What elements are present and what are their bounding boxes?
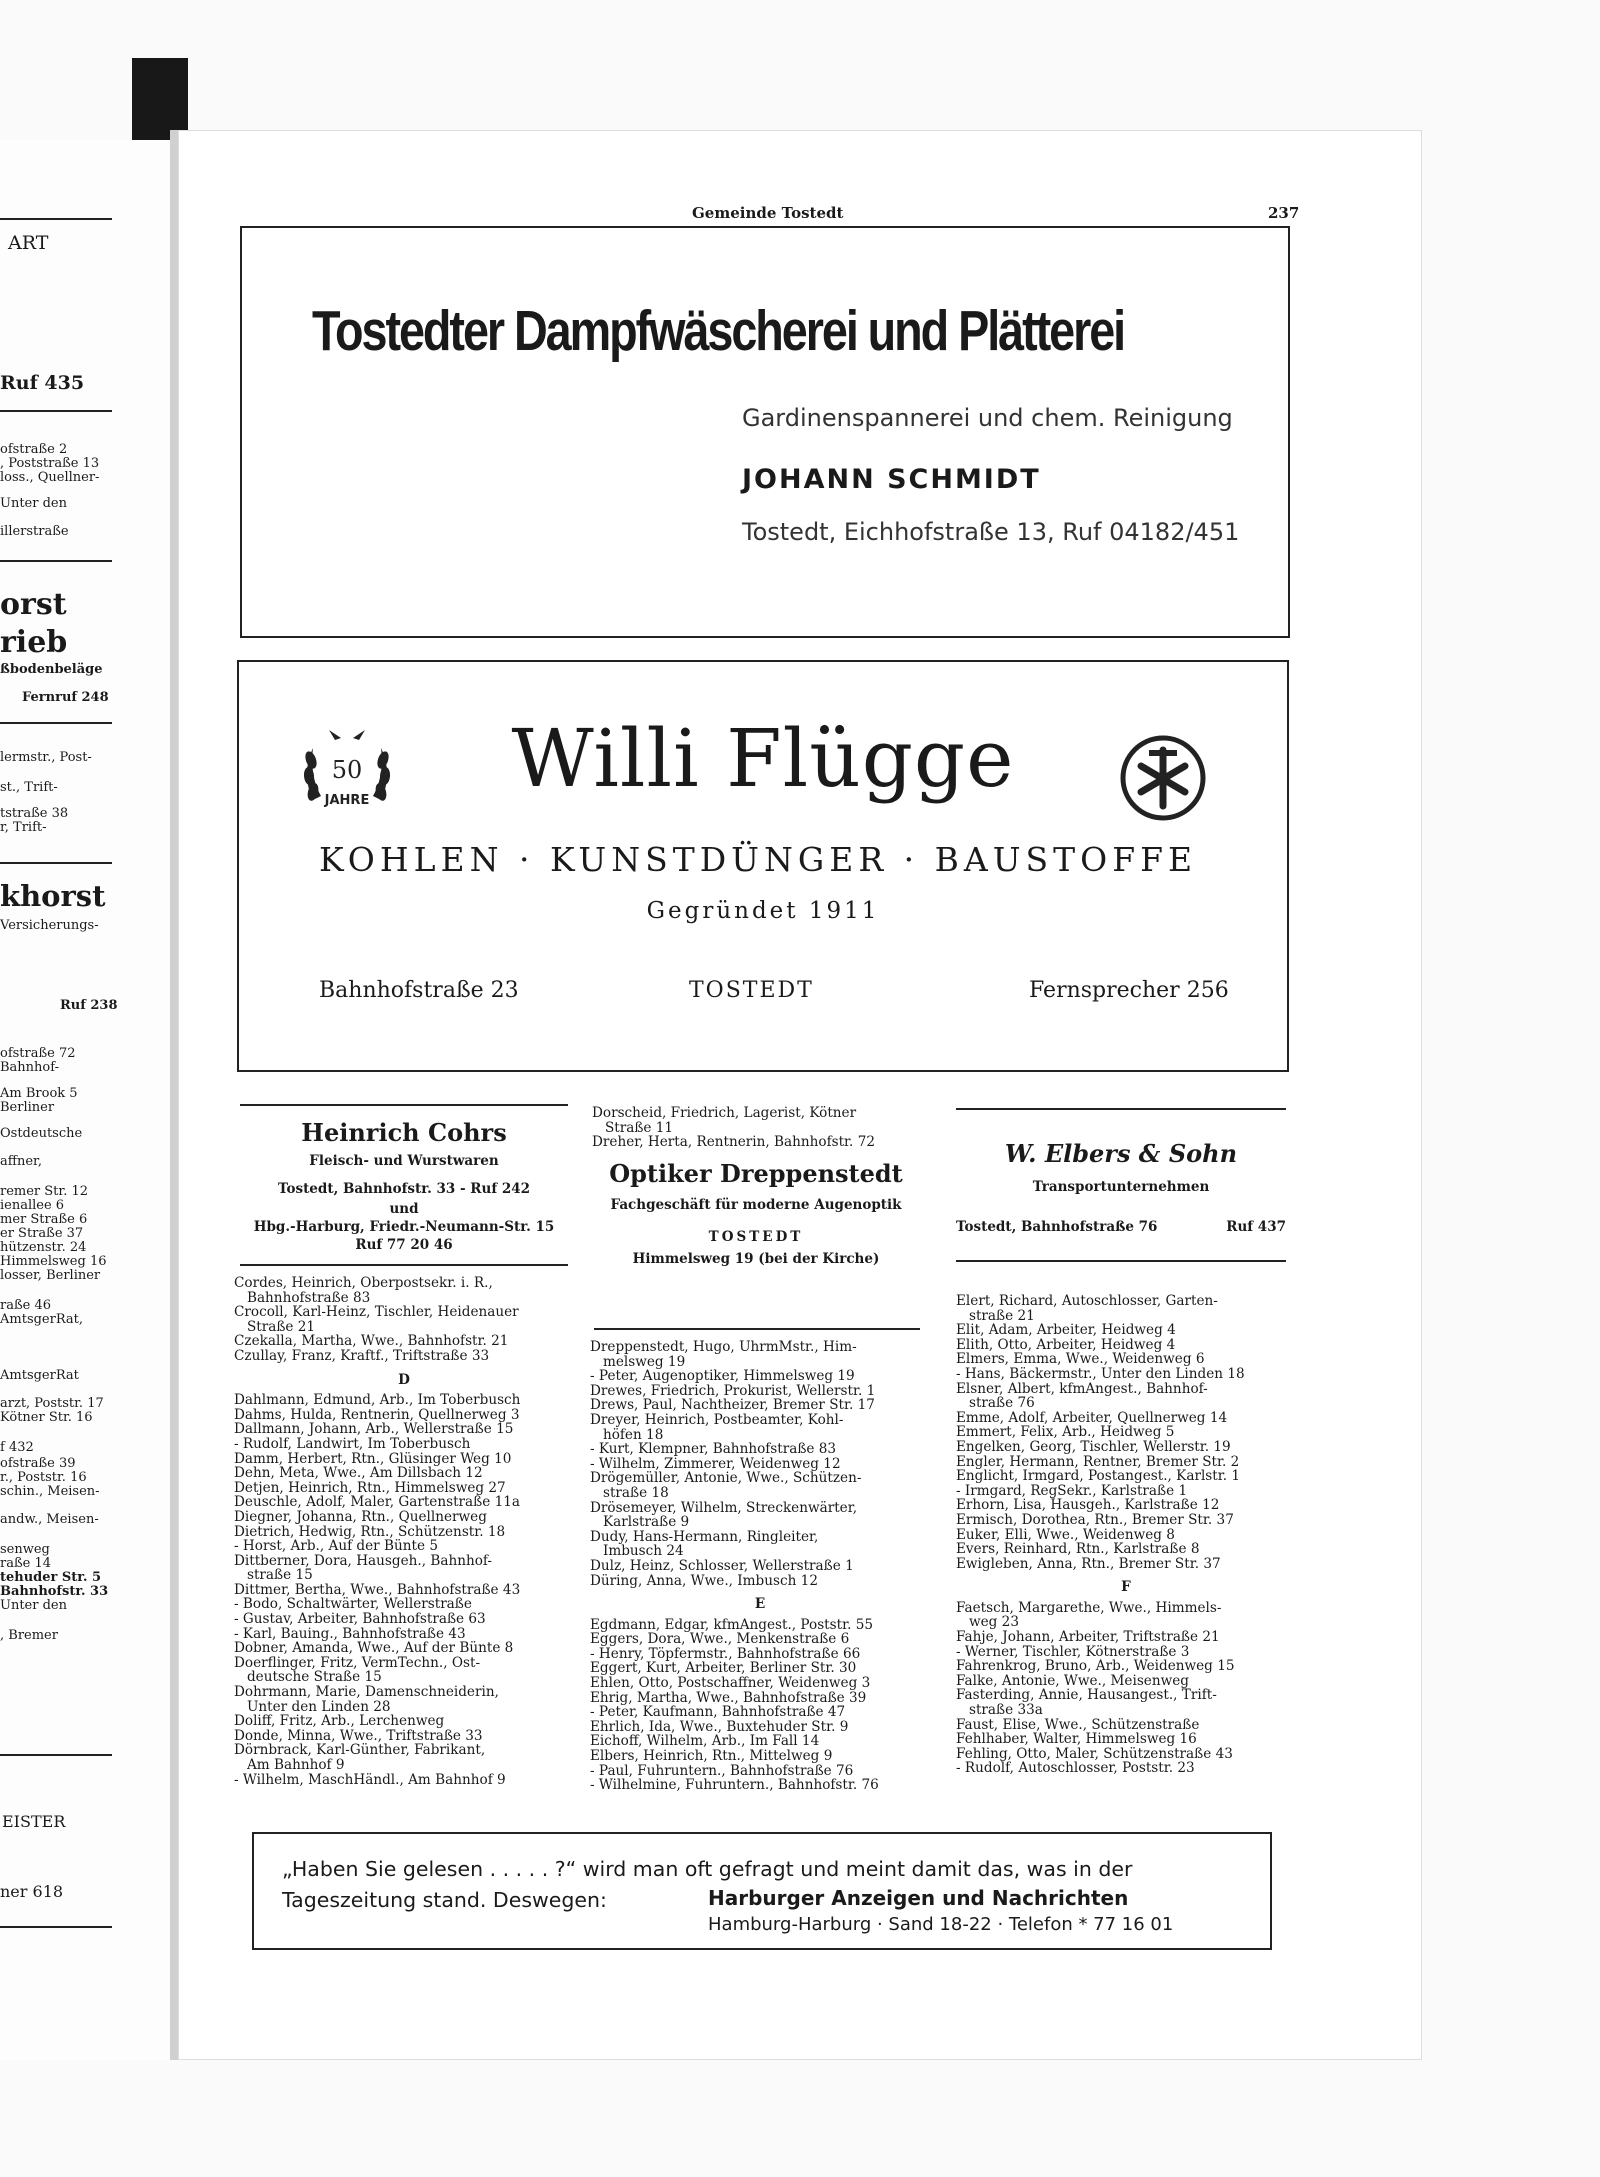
- directory-entry: Fehling, Otto, Maler, Schützenstraße 43: [956, 1745, 1233, 1762]
- left-page-line: ofstraße 72: [0, 1046, 76, 1061]
- left-page-line: , Poststraße 13: [0, 456, 100, 471]
- directory-entry: Ehrlich, Ida, Wwe., Buxtehuder Str. 9: [590, 1718, 849, 1735]
- section-letter: E: [754, 1596, 766, 1613]
- ad-company-name: Willi Flügge: [511, 712, 1015, 805]
- directory-entry: Falke, Antonie, Wwe., Meisenweg: [956, 1672, 1189, 1689]
- left-page-line: remer Str. 12: [0, 1184, 88, 1199]
- ad-text: „Haben Sie gelesen . . . . . ?“ wird man oft gefragt und meint damit das, was in der Tageszeitung stand. Deswegen:: [282, 1857, 1133, 1912]
- ad-willi-fluegge: [237, 660, 1289, 1072]
- directory-entry: Bahnhofstraße 83: [234, 1289, 371, 1306]
- column-rule: [240, 1104, 568, 1106]
- ad-line: und: [389, 1201, 419, 1217]
- directory-entry: Czullay, Franz, Kraftf., Triftstraße 33: [234, 1347, 490, 1364]
- directory-entry: - Wilhelmine, Fuhruntern., Bahnhofstr. 76: [590, 1777, 879, 1794]
- directory-entry: Drösemeyer, Wilhelm, Streckenwärter,: [590, 1499, 858, 1516]
- left-page-line: Berliner: [0, 1100, 55, 1115]
- directory-entry: höfen 18: [590, 1426, 664, 1443]
- directory-entry: Ehlen, Otto, Postschaffner, Weidenweg 3: [590, 1675, 871, 1692]
- left-page-line: ner 618: [0, 1882, 64, 1901]
- left-page-line: , Bremer: [0, 1628, 58, 1643]
- directory-entry: Elith, Otto, Arbeiter, Heidweg 4: [956, 1336, 1176, 1353]
- directory-entry: Ehrig, Martha, Wwe., Bahnhofstraße 39: [590, 1689, 867, 1706]
- ad-line: Ruf 77 20 46: [355, 1237, 453, 1253]
- left-page-line: r, Trift-: [0, 820, 47, 835]
- directory-entry: - Henry, Töpfermstr., Bahnhofstraße 66: [590, 1645, 861, 1662]
- left-page-line: ofstraße 39: [0, 1456, 76, 1471]
- left-page-line: ßbodenbeläge: [0, 662, 103, 677]
- directory-entry: Eggers, Dora, Wwe., Menkenstraße 6: [590, 1631, 850, 1648]
- ad-products: KOHLEN · KUNSTDÜNGER · BAUSTOFFE: [319, 840, 1198, 879]
- directory-entry: - Karl, Bauing., Bahnhofstraße 43: [234, 1625, 466, 1642]
- directory-entry: Elert, Richard, Autoschlosser, Garten-: [956, 1293, 1218, 1309]
- ad-name: Optiker Dreppenstedt: [609, 1159, 903, 1188]
- ad-address: Tostedt, Bahnhofstraße 76: [956, 1219, 1158, 1235]
- section-letter: F: [1121, 1579, 1131, 1596]
- directory-entry: Cordes, Heinrich, Oberpostsekr. i. R.,: [234, 1275, 493, 1291]
- left-page-line: losser, Berliner: [0, 1268, 101, 1283]
- directory-entry: Elbers, Heinrich, Rtn., Mittelweg 9: [590, 1748, 833, 1765]
- left-page-line: Ruf 238: [60, 998, 118, 1013]
- directory-entry: Dittberner, Dora, Hausgeh., Bahnhof-: [234, 1552, 493, 1569]
- directory-entry: - Rudolf, Autoschlosser, Poststr. 23: [956, 1760, 1195, 1777]
- logo-number: 50: [331, 756, 363, 784]
- directory-entry: Dahms, Hulda, Rentnerin, Quellnerweg 3: [234, 1406, 520, 1423]
- directory-entry: - Kurt, Klempner, Bahnhofstraße 83: [590, 1441, 837, 1458]
- directory-entry: Elmers, Emma, Wwe., Weidenweg 6: [956, 1351, 1205, 1368]
- directory-entry: Fahrenkrog, Bruno, Arb., Weidenweg 15: [956, 1658, 1235, 1675]
- ad-newspaper-address: Hamburg-Harburg · Sand 18-22 · Telefon * 77 16 01: [708, 1914, 1174, 1935]
- directory-entry: melsweg 19: [590, 1353, 686, 1370]
- directory-entry: Czekalla, Martha, Wwe., Bahnhofstr. 21: [234, 1333, 509, 1350]
- directory-entry: Unter den Linden 28: [234, 1698, 391, 1715]
- column-rule: [594, 1328, 920, 1330]
- running-head: Gemeinde Tostedt: [692, 204, 844, 222]
- left-page-line: lermstr., Post-: [0, 750, 92, 765]
- left-page-line: affner,: [0, 1154, 42, 1169]
- ad-line: Fleisch- und Wurstwaren: [309, 1153, 499, 1169]
- directory-entry: - Rudolf, Landwirt, Im Toberbusch: [234, 1435, 471, 1452]
- column-rule: [956, 1108, 1286, 1110]
- directory-entry: Faust, Elise, Wwe., Schützenstraße: [956, 1716, 1200, 1733]
- left-page-line: Bahnhof-: [0, 1060, 59, 1075]
- directory-entry: Elit, Adam, Arbeiter, Heidweg 4: [956, 1322, 1176, 1339]
- company-emblem-icon: [1119, 734, 1207, 822]
- directory-entry: Emme, Adolf, Arbeiter, Quellnerweg 14: [956, 1409, 1228, 1426]
- directory-entry: Dudy, Hans-Hermann, Ringleiter,: [590, 1528, 819, 1545]
- left-page-line: Himmelsweg 16: [0, 1254, 107, 1269]
- directory-entry: Am Bahnhof 9: [234, 1757, 345, 1773]
- directory-entry: Ermisch, Dorothea, Rtn., Bremer Str. 37: [956, 1511, 1234, 1528]
- directory-entry: Düring, Anna, Wwe., Imbusch 12: [590, 1572, 818, 1589]
- left-page-line: Am Brook 5: [0, 1086, 78, 1101]
- left-page-line: Unter den: [0, 1598, 67, 1613]
- left-page-line: tstraße 38: [0, 806, 69, 821]
- ad-newspaper-name: Harburger Anzeigen und Nachrichten: [708, 1886, 1129, 1910]
- directory-entry: - Peter, Kaufmann, Bahnhofstraße 47: [590, 1704, 846, 1721]
- ad-name: Heinrich Cohrs: [301, 1118, 507, 1147]
- directory-entry: Elsner, Albert, kfmAngest., Bahnhof-: [956, 1380, 1208, 1397]
- directory-page: [178, 130, 1422, 2060]
- directory-entry: Drewes, Friedrich, Prokurist, Wellerstr. 1: [590, 1382, 876, 1399]
- directory-entry: Dorscheid, Friedrich, Lagerist, Kötner: [592, 1105, 857, 1121]
- ad-address: Tostedt, Eichhofstraße 13, Ruf 04182/451: [742, 518, 1240, 546]
- directory-entry: Fehlhaber, Walter, Himmelsweg 16: [956, 1731, 1197, 1748]
- directory-entry: Engelken, Georg, Tischler, Wellerstr. 19: [956, 1438, 1231, 1455]
- directory-entry: weg 23: [956, 1614, 1019, 1631]
- directory-entry: Detjen, Heinrich, Rtn., Himmelsweg 27: [234, 1479, 506, 1496]
- left-page-rule: [0, 560, 112, 562]
- directory-entry: Dulz, Heinz, Schlosser, Wellerstraße 1: [590, 1557, 854, 1574]
- ad-street: Bahnhofstraße 23: [319, 978, 519, 1003]
- left-page-line: senweg: [0, 1542, 50, 1557]
- ad-heinrich-cohrs: [240, 1116, 568, 1254]
- directory-entry: Doerflinger, Fritz, VermTechn., Ost-: [234, 1654, 481, 1671]
- logo-text: JAHRE: [324, 793, 370, 808]
- left-page-line: r., Poststr. 16: [0, 1470, 87, 1485]
- left-page-line: schin., Meisen-: [0, 1484, 100, 1499]
- directory-entry: - Wilhelm, MaschHändl., Am Bahnhof 9: [234, 1771, 506, 1788]
- directory-entry: Karlstraße 9: [590, 1514, 690, 1531]
- ad-owner: JOHANN SCHMIDT: [742, 464, 1041, 495]
- directory-entry: deutsche Straße 15: [234, 1669, 382, 1686]
- ad-line: Hbg.-Harburg, Friedr.-Neumann-Str. 15: [253, 1219, 555, 1235]
- left-page-line: khorst: [0, 879, 106, 913]
- directory-column-1: [234, 1276, 574, 1787]
- directory-entry: Imbusch 24: [590, 1543, 684, 1560]
- directory-entry: Doliff, Fritz, Arb., Lerchenweg: [234, 1713, 445, 1730]
- left-page-rule: [0, 722, 112, 724]
- left-page-line: tehuder Str. 5: [0, 1570, 102, 1585]
- column-rule: [956, 1260, 1286, 1262]
- directory-entry: Drews, Paul, Nachtheizer, Bremer Str. 17: [590, 1397, 875, 1414]
- directory-entry: Faetsch, Margarethe, Wwe., Himmels-: [956, 1599, 1222, 1616]
- left-page-line: Ostdeutsche: [0, 1126, 83, 1141]
- directory-entry: Dehn, Meta, Wwe., Am Dillsbach 12: [234, 1465, 483, 1482]
- left-page-line: orst: [0, 587, 67, 622]
- left-page-rule: [0, 862, 112, 864]
- directory-column-2: [590, 1340, 930, 1793]
- directory-entry: Dreppenstedt, Hugo, UhrmMstr., Him-: [590, 1339, 857, 1355]
- ad-name: W. Elbers & Sohn: [1004, 1139, 1238, 1168]
- directory-entry: - Hans, Bäckermstr., Unter den Linden 18: [956, 1365, 1245, 1382]
- left-page-line: f 432: [0, 1440, 34, 1455]
- ad-line: TOSTEDT: [708, 1229, 804, 1245]
- ad-line: Himmelsweg 19 (bei der Kirche): [632, 1251, 880, 1267]
- directory-entry: - Peter, Augenoptiker, Himmelsweg 19: [590, 1368, 855, 1385]
- directory-entry: straße 33a: [956, 1702, 1043, 1719]
- left-page-line: hützenstr. 24: [0, 1240, 87, 1255]
- directory-entry: - Bodo, Schaltwärter, Wellerstraße: [234, 1596, 472, 1613]
- directory-entry: straße 18: [590, 1484, 669, 1501]
- directory-entry: Straße 11: [592, 1119, 674, 1136]
- directory-entry: Diegner, Johanna, Rtn., Quellnerweg: [234, 1508, 487, 1525]
- directory-entry: Eichoff, Wilhelm, Arb., Im Fall 14: [590, 1733, 820, 1750]
- directory-entry: Egdmann, Edgar, kfmAngest., Poststr. 55: [590, 1616, 874, 1633]
- left-page-line: Kötner Str. 16: [0, 1410, 93, 1425]
- directory-entry: Emmert, Felix, Arb., Heidweg 5: [956, 1424, 1175, 1441]
- left-page-line: raße 46: [0, 1298, 52, 1313]
- left-page-line: arzt, Poststr. 17: [0, 1396, 104, 1411]
- left-page-line: AmtsgerRat: [0, 1368, 79, 1383]
- directory-entry: Evers, Reinhard, Rtn., Karlstraße 8: [956, 1541, 1200, 1558]
- left-page-line: illerstraße: [0, 524, 69, 539]
- directory-entry: Ewigleben, Anna, Rtn., Bremer Str. 37: [956, 1555, 1221, 1572]
- directory-entry: - Irmgard, RegSekr., Karlstraße 1: [956, 1482, 1188, 1499]
- left-page-line: er Straße 37: [0, 1226, 84, 1241]
- directory-entry: Dobner, Amanda, Wwe., Auf der Bünte 8: [234, 1640, 514, 1657]
- directory-entry: straße 21: [956, 1307, 1035, 1324]
- left-page-line: rieb: [0, 625, 68, 660]
- left-page-rule: [0, 218, 112, 220]
- directory-entry: Dohrmann, Marie, Damenschneiderin,: [234, 1684, 499, 1701]
- directory-entry: Fasterding, Annie, Hausangest., Trift-: [956, 1687, 1217, 1704]
- directory-entry: - Paul, Fuhruntern., Bahnhofstraße 76: [590, 1762, 854, 1779]
- directory-entry: Dittmer, Bertha, Wwe., Bahnhofstraße 43: [234, 1581, 521, 1598]
- left-page-line: Ruf 435: [0, 372, 85, 394]
- directory-entry: - Horst, Arb., Auf der Bünte 5: [234, 1538, 438, 1555]
- ad-dampfwaescherei: [240, 226, 1290, 638]
- ad-city: TOSTEDT: [689, 978, 814, 1003]
- left-page-line: andw., Meisen-: [0, 1512, 99, 1527]
- left-page-line: Fernruf 248: [22, 690, 109, 705]
- directory-entry: Drögemüller, Antonie, Wwe., Schützen-: [590, 1470, 862, 1487]
- directory-entry: Dallmann, Johann, Arb., Wellerstraße 15: [234, 1421, 514, 1438]
- directory-entry: Engler, Hermann, Rentner, Bremer Str. 2: [956, 1453, 1240, 1470]
- left-page-line: mer Straße 6: [0, 1212, 88, 1227]
- directory-entry: Englicht, Irmgard, Postangest., Karlstr. 1: [956, 1468, 1241, 1485]
- left-page-line: Versicherungs-: [0, 918, 99, 933]
- directory-entry: straße 76: [956, 1395, 1035, 1412]
- directory-entry: straße 15: [234, 1567, 313, 1584]
- directory-entry: Straße 21: [234, 1318, 316, 1335]
- directory-entry: Deuschle, Adolf, Maler, Gartenstraße 11a: [234, 1494, 520, 1511]
- ad-phone: Fernsprecher 256: [1029, 978, 1229, 1003]
- ad-line: Transportunternehmen: [1032, 1179, 1210, 1195]
- ad-title: Tostedter Dampfwäscherei und Plätterei: [312, 299, 1125, 363]
- directory-entry: Erhorn, Lisa, Hausgeh., Karlstraße 12: [956, 1497, 1220, 1514]
- directory-entry: Dahlmann, Edmund, Arb., Im Toberbusch: [234, 1392, 521, 1409]
- left-page-line: Bahnhofstr. 33: [0, 1584, 109, 1599]
- directory-entry: Fahje, Johann, Arbeiter, Triftstraße 21: [956, 1629, 1220, 1646]
- directory-entry: - Gustav, Arbeiter, Bahnhofstraße 63: [234, 1611, 486, 1628]
- directory-entry: - Werner, Tischler, Kötnerstraße 3: [956, 1643, 1190, 1660]
- ad-line: Fachgeschäft für moderne Augenoptik: [610, 1197, 902, 1213]
- left-page-line: ART: [8, 232, 49, 254]
- directory-entry: Donde, Minna, Wwe., Triftstraße 33: [234, 1727, 483, 1744]
- ad-harburger-anzeigen: [252, 1832, 1272, 1950]
- ad-phone: Ruf 437: [1226, 1219, 1286, 1235]
- ad-founded: Gegründet 1911: [646, 898, 880, 924]
- left-page-line: Unter den: [0, 496, 67, 511]
- left-page-line: loss., Quellner-: [0, 470, 100, 485]
- directory-entry: - Wilhelm, Zimmerer, Weidenweg 12: [590, 1455, 841, 1472]
- directory-entry: Damm, Herbert, Rtn., Glüsinger Weg 10: [234, 1450, 512, 1467]
- ad-w-elbers: [956, 1136, 1286, 1246]
- left-page-line: st., Trift-: [0, 780, 58, 795]
- left-page-line: AmtsgerRat,: [0, 1312, 84, 1327]
- directory-column-3: [956, 1294, 1296, 1776]
- directory-entry: Dreyer, Heinrich, Postbeamter, Kohl-: [590, 1411, 844, 1428]
- page-number: 237: [1268, 204, 1300, 222]
- left-page-line: EISTER: [2, 1812, 66, 1831]
- directory-column-2-top: [592, 1106, 932, 1150]
- left-page-line: ienallee 6: [0, 1198, 65, 1213]
- left-page-fragment: [0, 140, 170, 2060]
- column-rule: [240, 1264, 568, 1266]
- directory-entry: Dreher, Herta, Rentnerin, Bahnhofstr. 72: [592, 1134, 875, 1151]
- directory-entry: Dörnbrack, Karl-Günther, Fabrikant,: [234, 1742, 486, 1759]
- ad-subtitle: Gardinenspannerei und chem. Reinigung: [742, 404, 1233, 432]
- left-page-line: raße 14: [0, 1556, 52, 1571]
- left-page-rule: [0, 1754, 112, 1756]
- left-page-rule: [0, 410, 112, 412]
- ad-line: Tostedt, Bahnhofstr. 33 - Ruf 242: [277, 1181, 531, 1197]
- left-page-line: ofstraße 2: [0, 442, 68, 457]
- left-page-rule: [0, 1926, 112, 1928]
- directory-entry: Crocoll, Karl-Heinz, Tischler, Heidenauer: [234, 1304, 519, 1321]
- directory-entry: Euker, Elli, Wwe., Weidenweg 8: [956, 1526, 1175, 1543]
- directory-entry: Dietrich, Hedwig, Rtn., Schützenstr. 18: [234, 1523, 506, 1540]
- ad-optiker-dreppenstedt: [592, 1154, 920, 1270]
- section-letter: D: [398, 1371, 410, 1388]
- directory-entry: Eggert, Kurt, Arbeiter, Berliner Str. 30: [590, 1660, 857, 1677]
